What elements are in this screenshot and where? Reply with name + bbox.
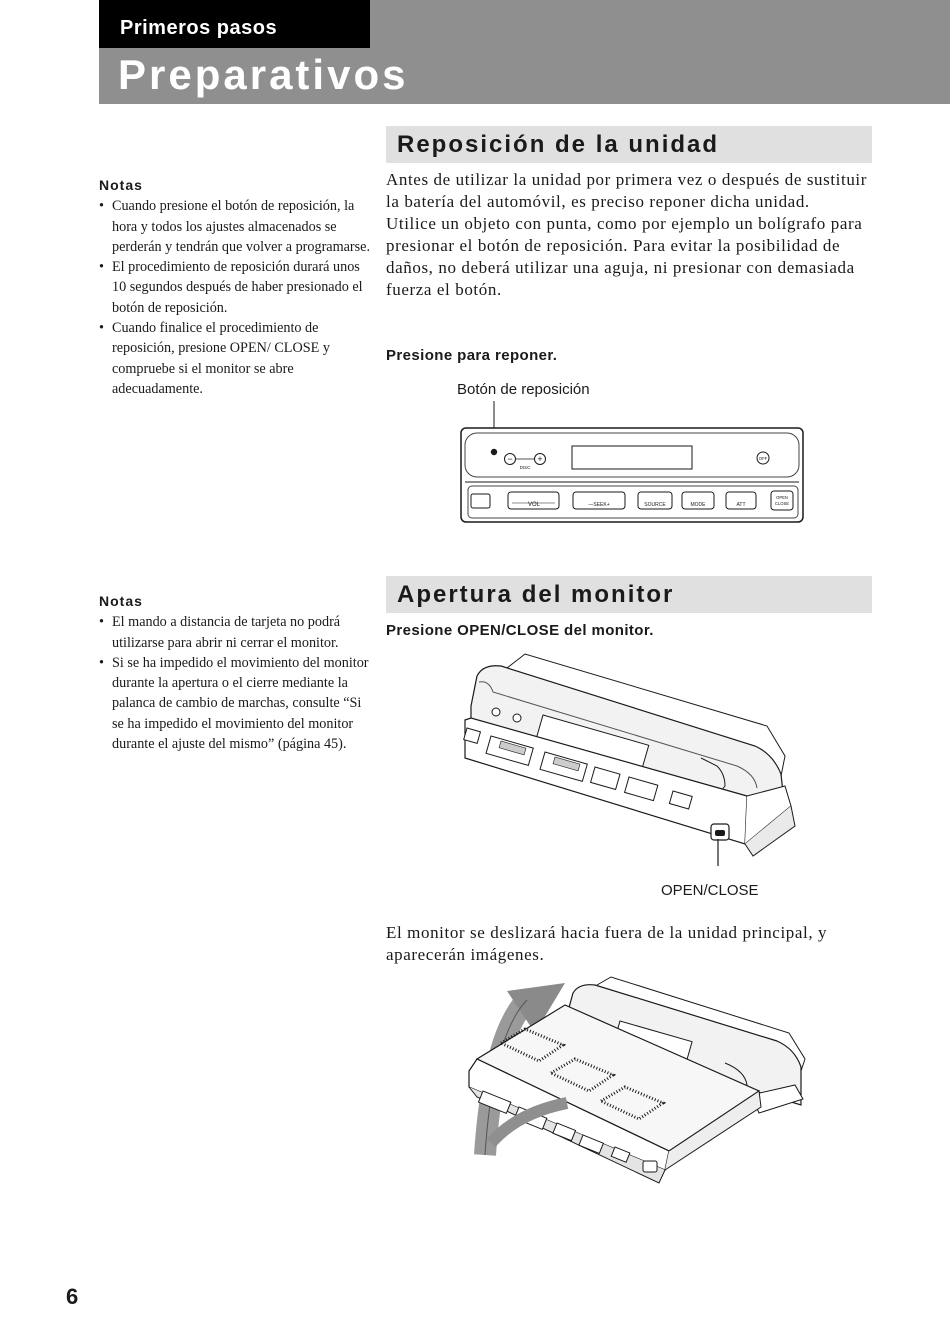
monitor-body: El monitor se deslizará hacia fuera de la unidad principal, y aparecerán imágenes. bbox=[386, 923, 828, 964]
open-close-callout: OPEN/CLOSE bbox=[661, 882, 759, 899]
disc-label: DISC bbox=[519, 465, 531, 470]
notes-list bbox=[99, 612, 373, 754]
notes-title: Notas bbox=[99, 593, 143, 609]
close-label: CLOSE bbox=[774, 501, 790, 506]
notes-list bbox=[99, 196, 373, 399]
note-item: • Si se ha impedido el movimiento del monitor durante la apertura o el cierre mediante la palanca de cambio de marchas, consulte “Si se ha impedido el movimiento del monitor durante el ajuste del mismo” (página 45). bbox=[99, 653, 373, 754]
disc-plus-label: + bbox=[537, 454, 543, 464]
reset-notes bbox=[99, 175, 373, 399]
note-item: • El procedimiento de reposición durará unos 10 segundos después de haber presionado el botón de reposición. bbox=[99, 257, 373, 318]
reset-paragraph-1: Antes de utilizar la unidad por primera vez o después de sustituir la batería del automóvil, es preciso reponer dicha unidad. bbox=[386, 170, 868, 211]
display-window bbox=[572, 446, 692, 469]
source-label: SOURCE bbox=[644, 502, 666, 508]
eject-button[interactable] bbox=[471, 494, 490, 508]
closed-unit-illustration bbox=[455, 646, 805, 866]
att-label: ATT bbox=[736, 502, 746, 508]
reset-heading: Reposición de la unidad bbox=[386, 126, 872, 163]
notes-title: Notas bbox=[99, 177, 143, 193]
page-number: 6 bbox=[66, 1284, 79, 1309]
chapter-title: Preparativos bbox=[118, 51, 409, 98]
note-item: • Cuando presione el botón de reposición, la hora y todos los ajustes almacenados se perderán y tendrán que volver a programarse. bbox=[99, 196, 373, 257]
front-panel-illustration bbox=[455, 400, 810, 525]
note-item: • Cuando finalice el procedimiento de reposición, presione OPEN/ CLOSE y compruebe si el monitor se abre adecuadamente. bbox=[99, 318, 373, 399]
disc-minus-label: − bbox=[507, 454, 513, 464]
reset-body bbox=[386, 169, 872, 301]
reset-button-callout: Botón de reposición bbox=[457, 381, 590, 398]
monitor-notes bbox=[99, 591, 373, 754]
note-item: • El mando a distancia de tarjeta no podrá utilizarse para abrir ni cerrar el monitor. bbox=[99, 612, 373, 653]
mode-label: MODE bbox=[690, 502, 706, 508]
section-label: Primeros pasos bbox=[120, 17, 278, 39]
reset-button[interactable] bbox=[491, 449, 497, 455]
monitor-instruction: Presione OPEN/CLOSE del monitor. bbox=[386, 622, 654, 639]
monitor-open-illustration bbox=[455, 975, 815, 1190]
off-label: OFF bbox=[758, 456, 768, 461]
vol-label: VOL bbox=[527, 502, 541, 508]
seek-label: —SEEK+ bbox=[588, 502, 610, 508]
reset-instruction: Presione para reponer. bbox=[386, 347, 558, 364]
reset-paragraph-2: Utilice un objeto con punta, como por ejemplo un bolígrafo para presionar el botón de reposición. Para evitar la posibilidad de daños, no deberá utilizar una aguja, ni presionar con demasiada fuerza el botón. bbox=[386, 214, 863, 299]
monitor-heading: Apertura del monitor bbox=[386, 576, 872, 613]
open-label: OPEN bbox=[776, 495, 788, 500]
